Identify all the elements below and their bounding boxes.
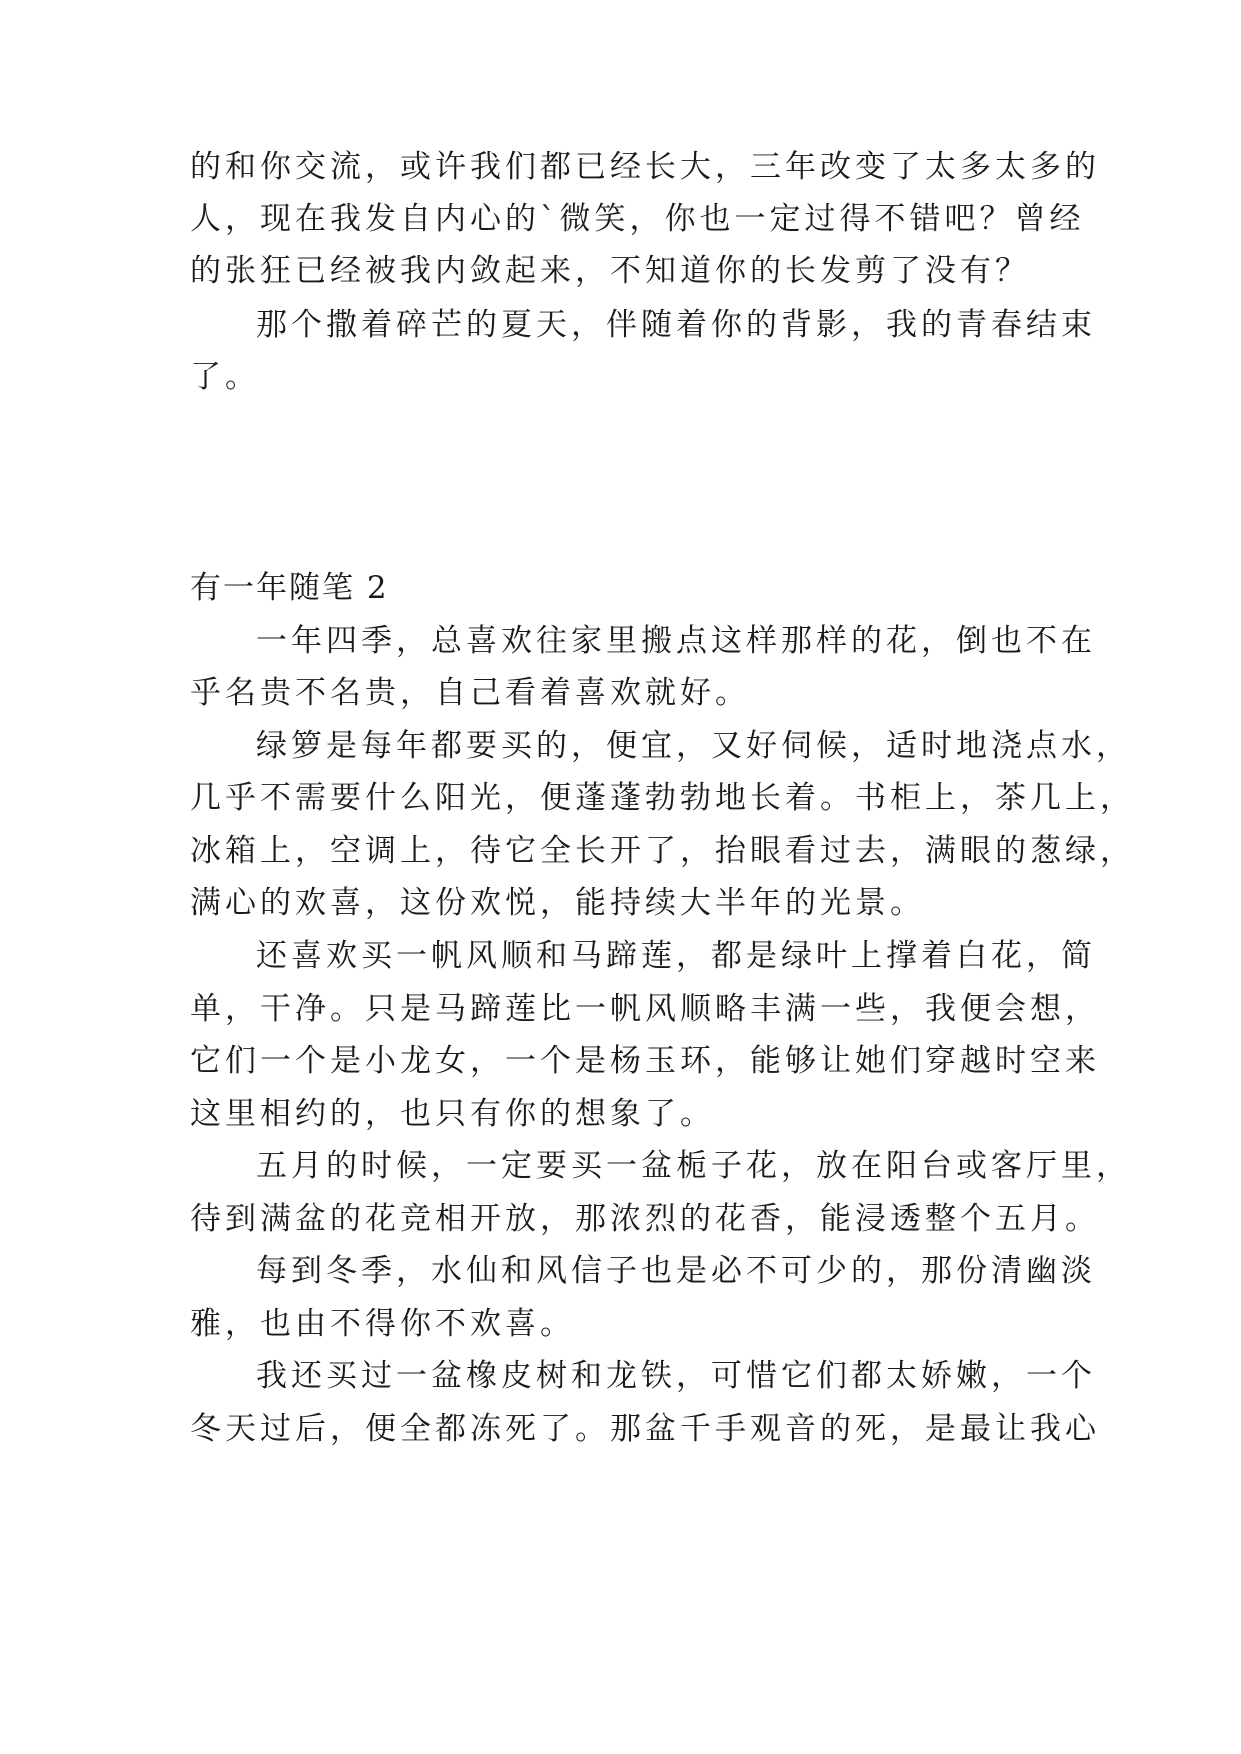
paragraph-line: 的和你交流，或许我们都已经长大，三年改变了太多太多的 [190,149,1100,185]
paragraph-line: 五月的时候，一定要买一盆栀子花，放在阳台或客厅里， [256,1148,1131,1184]
paragraph-line: 绿箩是每年都要买的，便宜，又好伺候，适时地浇点水， [256,728,1131,764]
paragraph-line: 待到满盆的花竞相开放，那浓烈的花香，能浸透整个五月。 [190,1201,1100,1237]
paragraph-line: 每到冬季，水仙和风信子也是必不可少的，那份清幽淡 [256,1253,1096,1289]
paragraph-line: 单，干净。只是马蹄莲比一帆风顺略丰满一些，我便会想， [190,991,1100,1027]
paragraph-line: 的张狂已经被我内敛起来，不知道你的长发剪了没有？ [190,253,1030,289]
paragraph-line: 雅，也由不得你不欢喜。 [190,1306,575,1342]
paragraph-line: 冬天过后，便全都冻死了。那盆千手观音的死，是最让我心 [190,1411,1100,1447]
paragraph-line: 满心的欢喜，这份欢悦，能持续大半年的光景。 [190,885,925,921]
paragraph-line: 了。 [190,359,260,395]
paragraph-line: 这里相约的，也只有你的想象了。 [190,1096,715,1132]
paragraph-line: 几乎不需要什么阳光，便蓬蓬勃勃地长着。书柜上，茶几上， [190,780,1135,816]
paragraph-line: 那个撒着碎芒的夏天，伴随着你的背影，我的青春结束 [256,307,1096,343]
paragraph-line: 乎名贵不名贵，自己看着喜欢就好。 [190,675,750,711]
paragraph-line: 它们一个是小龙女，一个是杨玉环，能够让她们穿越时空来 [190,1043,1100,1079]
paragraph-line: 人，现在我发自内心的`微笑，你也一定过得不错吧？曾经 [190,201,1085,237]
paragraph-line: 还喜欢买一帆风顺和马蹄莲，都是绿叶上撑着白花，简 [256,938,1096,974]
paragraph-line: 一年四季，总喜欢往家里搬点这样那样的花，倒也不在 [256,623,1096,659]
article-title: 有一年随笔 2 [190,570,389,606]
paragraph-line: 我还买过一盆橡皮树和龙铁，可惜它们都太娇嫩，一个 [256,1358,1096,1394]
paragraph-line: 冰箱上，空调上，待它全长开了，抬眼看过去，满眼的葱绿， [190,833,1135,869]
